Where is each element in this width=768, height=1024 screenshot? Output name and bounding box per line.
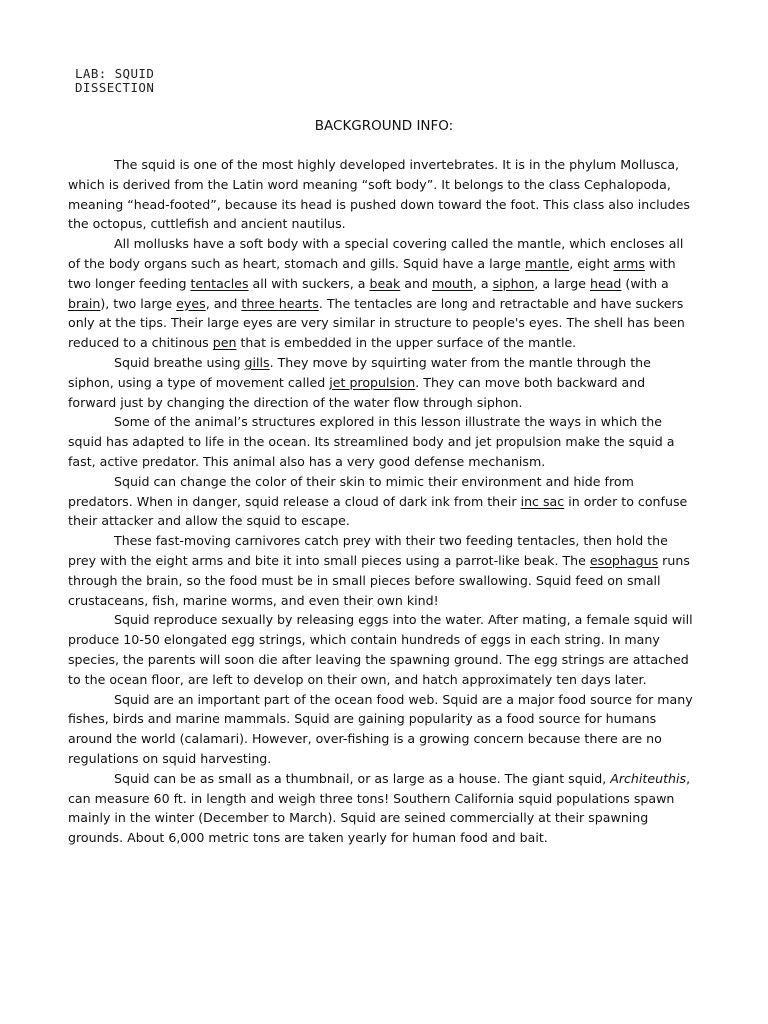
text-run: . They can move both backward and forward just by changing the direction of the water flow through siphon. (68, 374, 646, 410)
text-run: Some of the animal’s structures explored in this lesson illustrate the ways in which the squid has adapted to life in the ocean. Its streamlined body and jet propulsion make the squid a fast, active predator. This animal also has a very good defense mechanism. (68, 414, 675, 469)
text-run: runs through the brain, so the food must be in small pieces before swallowing. Squid feed on small crustaceans, fish, marine worms, and even their own kind! (68, 552, 690, 608)
italic-term: Architeuthis (610, 770, 687, 786)
underlined-term: mantle (525, 255, 570, 271)
lab-title-line-1: LAB: SQUID (75, 66, 155, 81)
text-run: Squid can be as small as a thumbnail, or as large as a house. The giant squid, (114, 770, 611, 786)
paragraph (68, 610, 696, 689)
underlined-term: inc sac (520, 493, 565, 509)
text-run: These fast-moving carnivores catch prey with their two feeding tentacles, then hold the prey with the eight arms and bite it into small pieces using a parrot-like beak. The (68, 533, 668, 568)
text-run: , eight (569, 255, 614, 271)
paragraph (68, 769, 696, 848)
paragraph (68, 531, 696, 610)
text-run: with two longer feeding (68, 255, 676, 291)
underlined-term: tentacles (190, 275, 249, 291)
section-heading: BACKGROUND INFO: (314, 118, 454, 134)
text-run: , a (472, 275, 493, 291)
text-run: that is embedded in the upper surface of the mantle. (236, 335, 577, 351)
text-run: all with suckers, a (248, 275, 370, 291)
text-run: Squid are an important part of the ocean food web. Squid are a major food source for many fishes, birds and marine mammals. Squid are gaining popularity as a food source for humans around the world (calamari). However, over-fishing is a growing concern because there are no regulations on squid harvesting. (68, 691, 693, 766)
text-run: Squid reproduce sexually by releasing eggs into the water. After mating, a female squid will produce 10-50 elongated egg strings, which contain hundreds of eggs in each string. In many species, the parents will soon die after leaving the spawning ground. The egg strings are attached to the ocean floor, are left to develop on their own, and hatch approximately ten days later. (68, 612, 693, 687)
text-run: in order to confuse their attacker and allow the squid to escape. (68, 493, 688, 529)
lab-title-line-2: DISSECTION (75, 80, 155, 95)
paragraph (68, 690, 696, 769)
text-run: . They move by squirting water from the mantle through the siphon, using a type of movement called (68, 354, 651, 390)
paragraph (68, 412, 696, 471)
body-text (68, 155, 696, 848)
underlined-term: arms (613, 255, 645, 271)
underlined-term: three hearts (241, 295, 319, 311)
text-run: ), two large (100, 295, 177, 311)
underlined-term: eyes (176, 295, 206, 311)
paragraph (68, 472, 696, 531)
text-run: . The tentacles are long and retractable and have suckers only at the tips. Their large eyes are very similar in structure to people's eyes. The shell has been reduced to a chitinous (68, 295, 685, 351)
text-run: , a large (534, 275, 590, 291)
underlined-term: beak (369, 275, 401, 291)
underlined-term: brain (68, 295, 101, 311)
paragraph (68, 353, 696, 412)
text-run: (with a (621, 275, 669, 291)
underlined-term: pen (212, 335, 237, 351)
text-run: , can measure 60 ft. in length and weigh three tons! Southern California squid populations spawn mainly in the winter (December to March). Squid are seined commercially at their spawning grounds. About 6,000 metric tons are taken yearly for human food and bait. (68, 770, 691, 846)
text-run: The squid is one of the most highly developed invertebrates. It is in the phylum Mollusca, which is derived from the Latin word meaning “soft body”. It belongs to the class Cephalopoda, meaning “head-footed”, because its head is pushed down toward the foot. This class also includes the octopus, cuttlefish and ancient nautilus. (68, 157, 690, 232)
paragraph (68, 234, 696, 353)
lab-title (75, 67, 154, 95)
text-run: and (400, 275, 432, 291)
underlined-term: mouth (431, 275, 473, 291)
paragraph (68, 155, 696, 234)
text-run: All mollusks have a soft body with a special covering called the mantle, which encloses all of the body organs such as heart, stomach and gills. Squid have a large (68, 236, 684, 271)
underlined-term: head (589, 275, 622, 291)
underlined-term: siphon (492, 275, 535, 291)
text-run: Squid can change the color of their skin to mimic their environment and hide from predators. When in danger, squid release a cloud of dark ink from their (68, 473, 634, 509)
underlined-term: gills (244, 354, 270, 370)
underlined-term: esophagus (589, 552, 659, 568)
text-run: , and (205, 295, 242, 311)
text-run: Squid breathe using (114, 354, 245, 370)
underlined-term: jet propulsion (329, 374, 416, 390)
